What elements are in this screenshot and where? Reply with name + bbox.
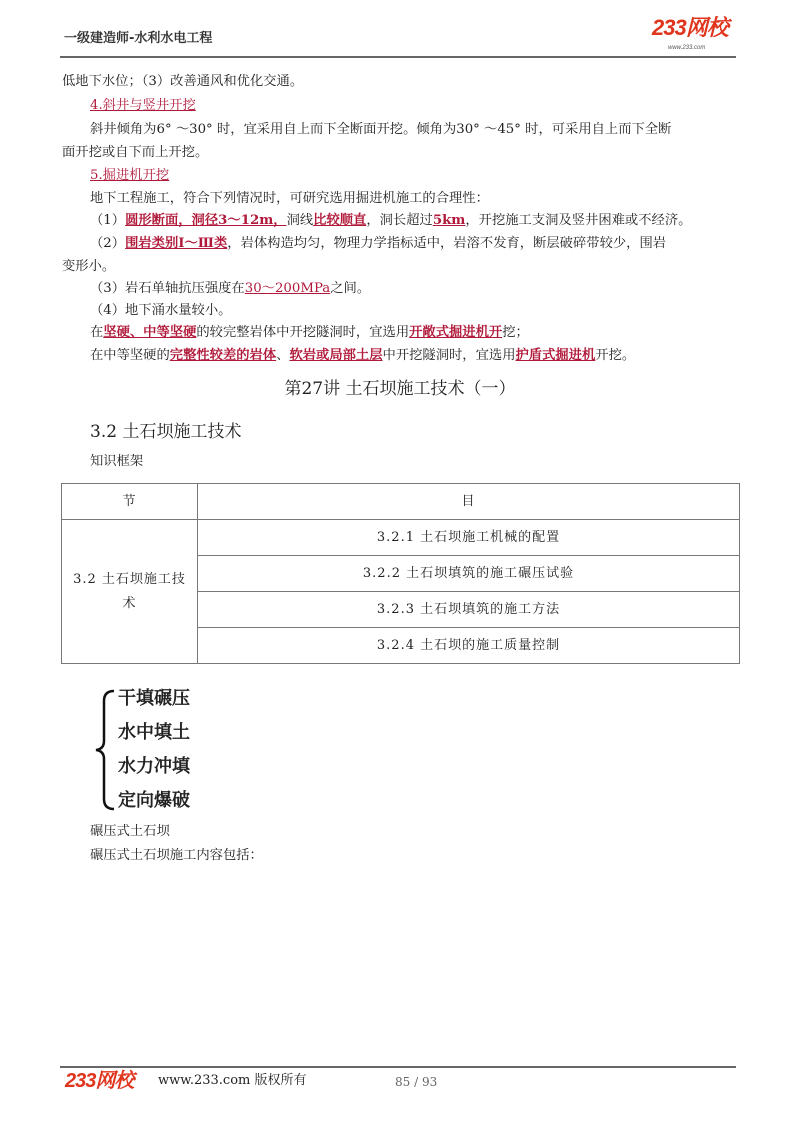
hl: 开敞式掘进机开 bbox=[409, 325, 503, 340]
t: 、 bbox=[276, 348, 290, 363]
t: ，洞长超过 bbox=[366, 213, 433, 228]
text-line: 碾压式土石坝 bbox=[90, 824, 170, 839]
header-logo-url: www.233.com bbox=[668, 45, 706, 51]
t: ，开挖施工支洞及竖井困难或不经济。 bbox=[465, 213, 692, 228]
hl: 比较顺直 bbox=[313, 213, 367, 228]
item-cell: 3.2.4 土石坝的施工质量控制 bbox=[198, 628, 740, 664]
t: ，岩体构造均匀，物理力学指标适中，岩溶不发育，断层破碎带较少，围岩 bbox=[227, 236, 667, 251]
lecture-title: 第27讲 土石坝施工技术（一） bbox=[284, 379, 516, 399]
hl: 软岩或局部土层 bbox=[289, 348, 383, 363]
heading-4: 4.斜井与竖井开挖 bbox=[90, 98, 196, 113]
hl: 完整性较差的岩体 bbox=[169, 348, 277, 363]
text-line: 地下工程施工，符合下列情况时，可研究选用掘进机施工的合理性： bbox=[90, 191, 489, 206]
t: （3）岩石单轴抗压强度在 bbox=[90, 281, 245, 296]
section-title: 3.2 土石坝施工技术 bbox=[90, 422, 242, 442]
text-line: 面开挖或自下而上开挖。 bbox=[62, 145, 209, 160]
method-item: 干填碾压 bbox=[118, 688, 190, 709]
header-title: 一级建造师-水利水电工程 bbox=[64, 31, 213, 46]
method-item: 水中填土 bbox=[118, 722, 190, 743]
framework-label: 知识框架 bbox=[90, 454, 144, 469]
th-section: 节 bbox=[62, 484, 198, 520]
page-number: 85 / 93 bbox=[395, 1075, 438, 1089]
hl: 圆形断面，洞径3～12m， bbox=[125, 213, 287, 228]
hl: 坚硬、中等坚硬 bbox=[103, 325, 197, 340]
footer-text: www.233.com 版权所有 bbox=[158, 1073, 307, 1088]
method-item: 水力冲填 bbox=[118, 756, 190, 777]
footer-logo: 233网校 bbox=[65, 1070, 134, 1092]
text-line: 斜井倾角为6° ～30° 时，宜采用自上而下全断面开挖。倾角为30° ～45° 时，可采用自上而下全断 bbox=[90, 122, 672, 137]
text-line: 碾压式土石坝施工内容包括： bbox=[90, 848, 263, 863]
method-item: 定向爆破 bbox=[118, 790, 190, 811]
t: （2） bbox=[90, 236, 126, 251]
header-logo: 233网校 bbox=[652, 15, 728, 40]
item-cell: 3.2.2 土石坝填筑的施工碾压试验 bbox=[198, 556, 740, 592]
condition-3 bbox=[90, 279, 370, 299]
t: （1） bbox=[90, 213, 126, 228]
section-cell: 3.2 土石坝施工技术 bbox=[62, 520, 198, 664]
hl: 30～200MPa bbox=[244, 281, 331, 296]
framework-table bbox=[61, 483, 740, 664]
t: 在 bbox=[90, 325, 104, 340]
header-rule bbox=[60, 56, 736, 58]
summary-2 bbox=[90, 346, 635, 366]
t: 洞线 bbox=[286, 213, 314, 228]
t: 在中等坚硬的 bbox=[90, 348, 170, 363]
hl: 围岩类别Ⅰ～Ⅲ类 bbox=[125, 236, 228, 251]
t: 开挖。 bbox=[595, 348, 636, 363]
text-line: 变形小。 bbox=[62, 259, 116, 274]
condition-2 bbox=[90, 234, 666, 254]
summary-1 bbox=[90, 323, 529, 343]
t: 之间。 bbox=[330, 281, 371, 296]
condition-4: （4）地下涌水量较小。 bbox=[90, 303, 232, 318]
t: 挖； bbox=[502, 325, 529, 340]
text-line: 低地下水位；（3）改善通风和优化交通。 bbox=[62, 74, 304, 89]
condition-1 bbox=[90, 211, 691, 231]
t: 的较完整岩体中开挖隧洞时，宜选用 bbox=[196, 325, 410, 340]
th-item: 目 bbox=[198, 484, 740, 520]
heading-5: 5.掘进机开挖 bbox=[90, 168, 170, 183]
footer-rule bbox=[60, 1066, 736, 1068]
t: 中开挖隧洞时，宜选用 bbox=[382, 348, 516, 363]
hl: 护盾式掘进机 bbox=[515, 348, 596, 363]
hl: 5km bbox=[432, 213, 466, 228]
item-cell: 3.2.3 土石坝填筑的施工方法 bbox=[198, 592, 740, 628]
item-cell: 3.2.1 土石坝施工机械的配置 bbox=[198, 520, 740, 556]
